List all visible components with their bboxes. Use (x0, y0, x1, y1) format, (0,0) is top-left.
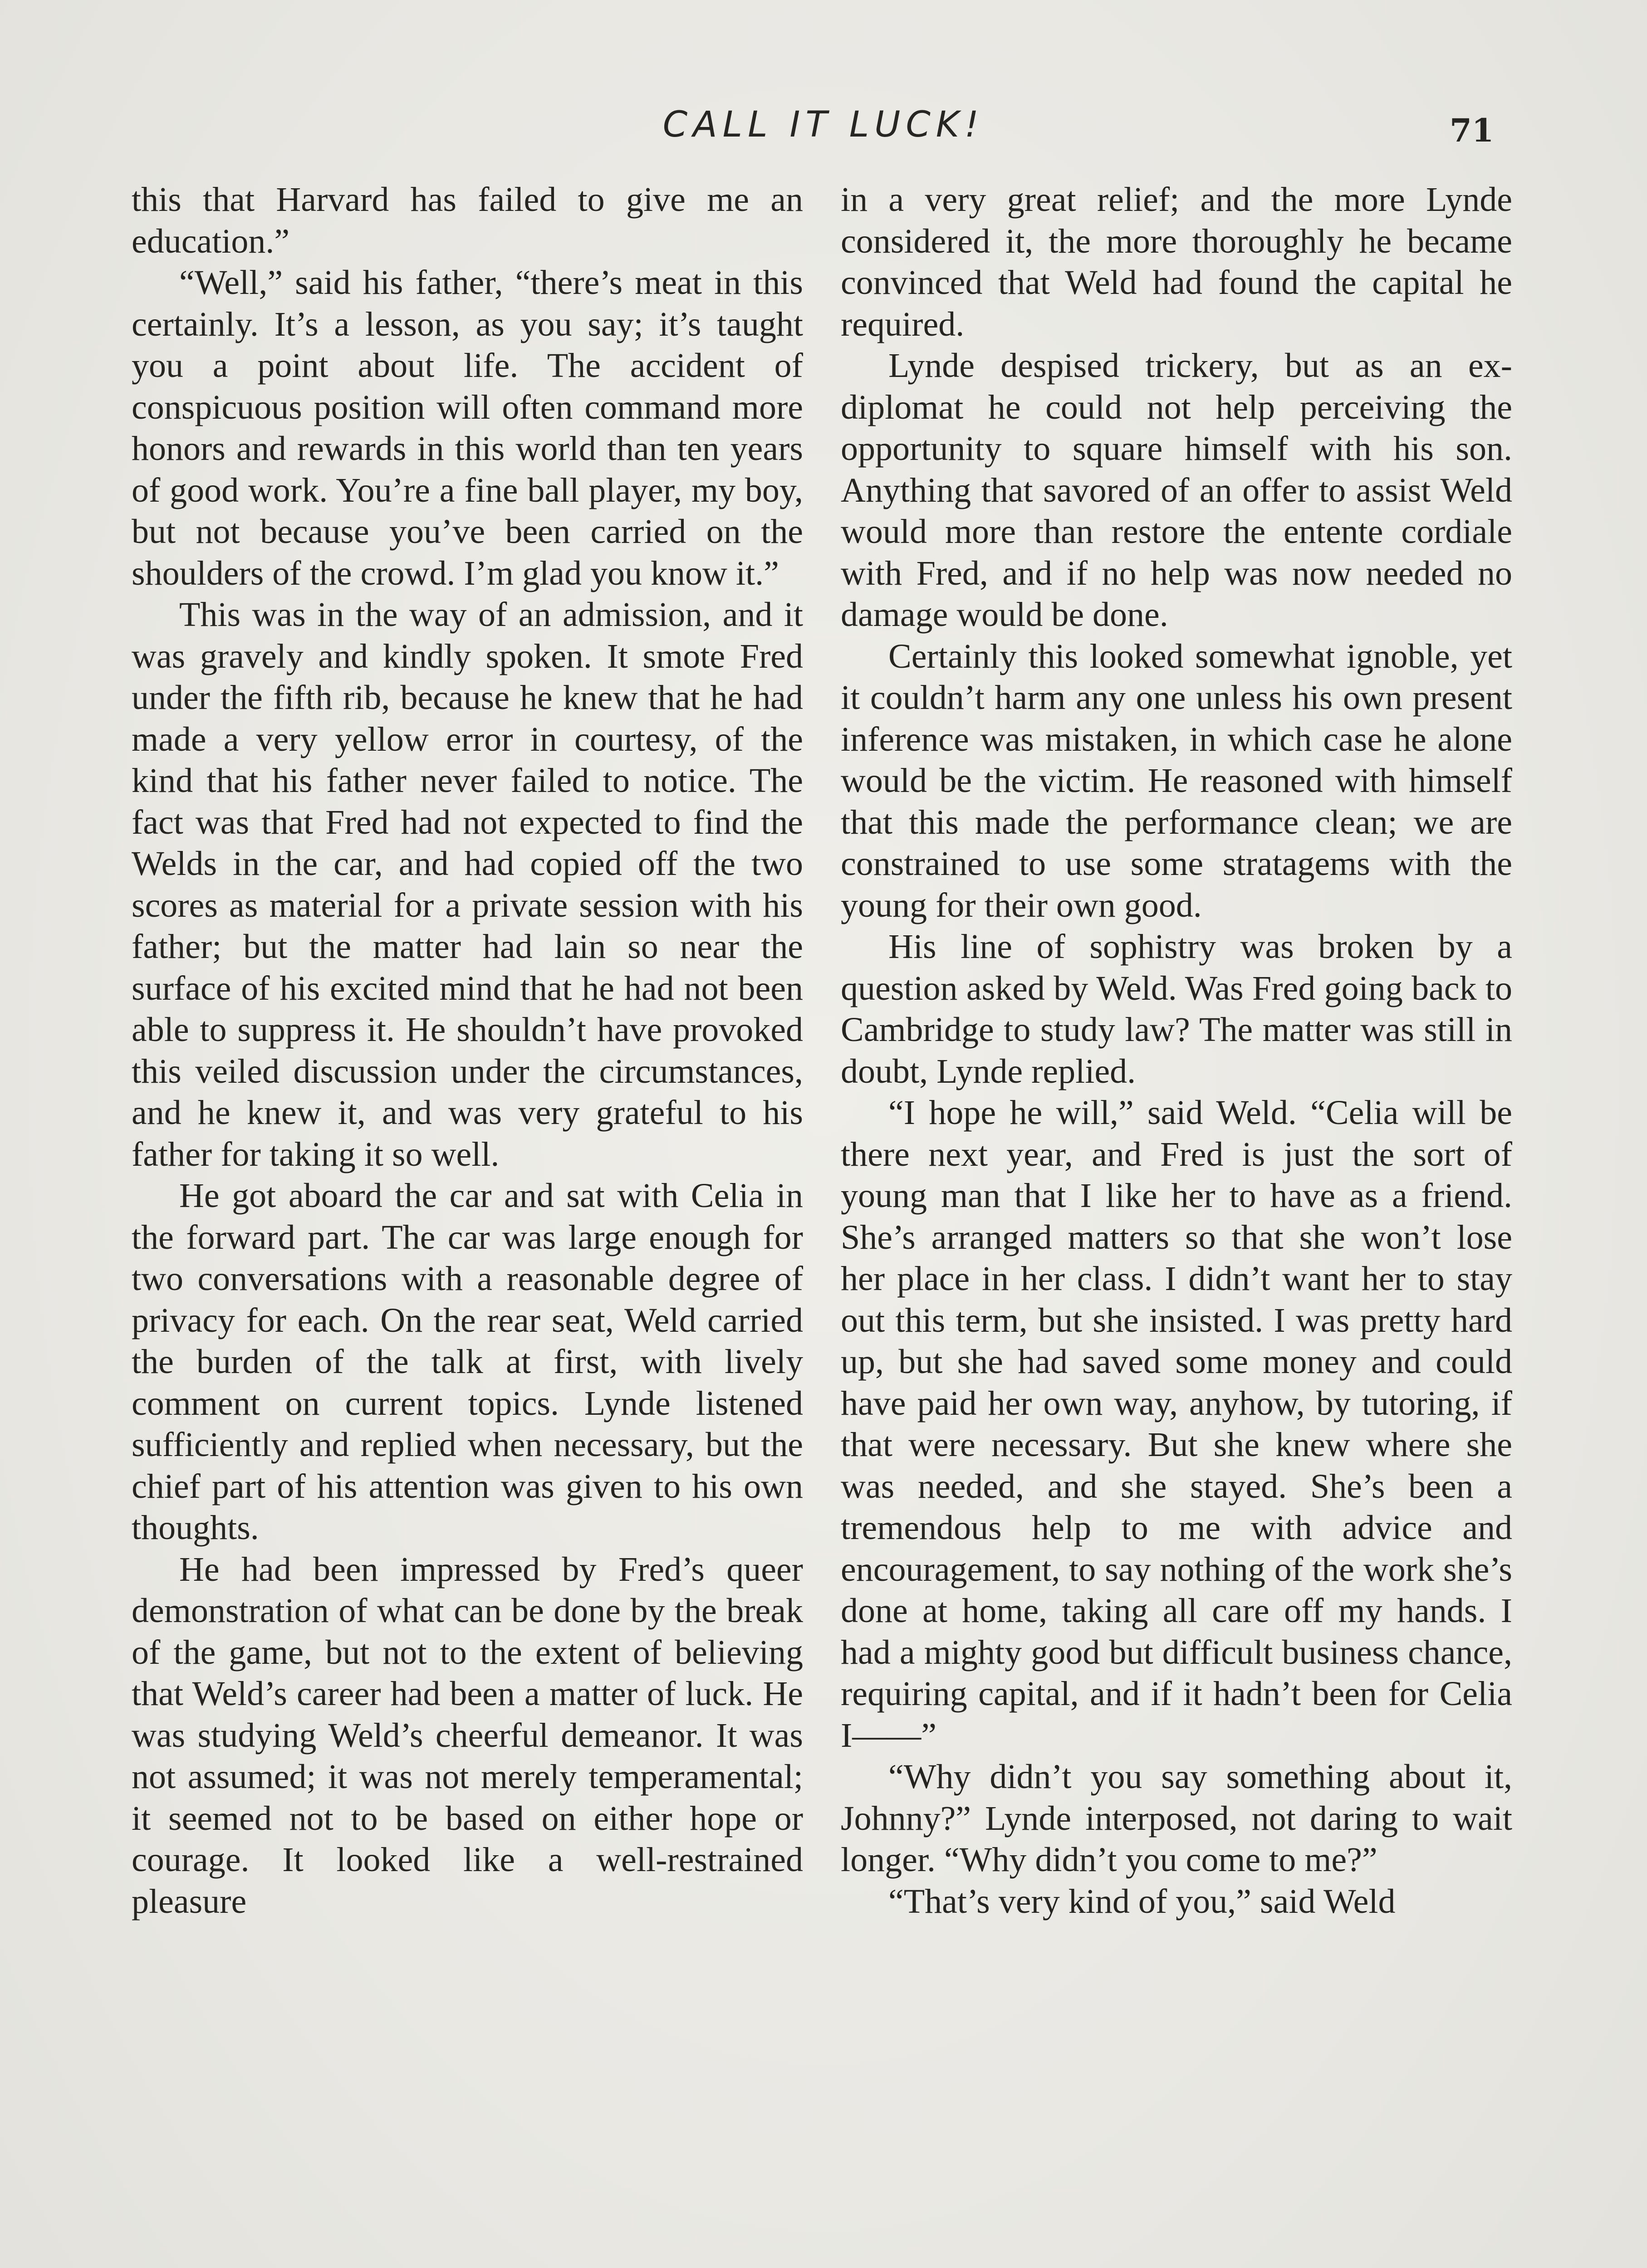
paragraph: His line of sophistry was broken by a question asked by Weld. Was Fred going back to Cambridge to study law? The matter was still in doubt, Lynde replied. (841, 928, 1512, 1090)
paragraph: this that Harvard has failed to give me an education.” (132, 181, 803, 260)
paragraph: This was in the way of an admission, and it was gravely and kindly spoken. It smote Fred under the fifth rib, because he knew that he had made a very yellow error in courtesy, of the kind that his father never failed to notice. The fact was that Fred had not expected to find the Welds in the car, and had copied off the two scores as material for a private session with his father; but the matter had lain so near the surface of his excited mind that he had not been able to suppress it. He shouldn’t have provoked this veiled discussion under the circumstances, and he knew it, and was very grateful to his father for taking it so well. (132, 596, 803, 1173)
right-text-column (841, 179, 1512, 2268)
left-text-column (132, 179, 803, 2268)
paragraph: “That’s very kind of you,” said Weld (888, 1882, 1396, 1921)
paragraph: in a very great relief; and the more Lynde considered it, the more thoroughly he became convinced that Weld had found the capital he required. (841, 181, 1512, 343)
paragraph: Certainly this looked somewhat ignoble, yet it couldn’t harm any one unless his own present inference was mistaken, in which case he alone would be the victim. He reasoned with himself that this made the performance clean; we are constrained to use some stratagems with the young for their own good. (841, 637, 1512, 924)
page-number: 71 (1450, 112, 1494, 149)
paragraph: “Well,” said his father, “there’s meat in this certainly. It’s a lesson, as you say; it’s taught you a point about life. The accident of conspicuous position will often command more honors and rewards in this world than ten years of good work. You’re a fine ball player, my boy, but not because you’ve been carried on the shoulders of the crowd. I’m glad you know it.” (132, 264, 803, 592)
paragraph: “Why didn’t you say something about it, Johnny?” Lynde interposed, not daring to wait longer. “Why didn’t you come to me?” (841, 1758, 1512, 1879)
paragraph: “I hope he will,” said Weld. “Celia will be there next year, and Fred is just the sort of young man that I like her to have as a friend. She’s arranged matters so that she won’t lose her place in her class. I didn’t want her to stay out this term, but she insisted. I was pretty hard up, but she had saved some money and could have paid her own way, anyhow, by tutoring, if that were necessary. But she knew where she was needed, and she stayed. She’s been a tremendous help to me with advice and encouragement, to say nothing of the work she’s done at home, taking all care off my hands. I had a mighty good but difficult business chance, requiring capital, and if it hadn’t been for Celia I——” (841, 1094, 1512, 1755)
paragraph: Lynde despised trickery, but as an ex-diplomat he could not help perceiving the opportunity to square himself with his son. Anything that savored of an offer to assist Weld would more than restore the entente cordiale with Fred, and if no help was now needed no damage would be done. (841, 347, 1512, 634)
paragraph: He had been impressed by Fred’s queer demonstration of what can be done by the break of the game, but not to the extent of believing that Weld’s career had been a matter of luck. He was studying Weld’s cheerful demeanor. It was not assumed; it was not merely temperamental; it seemed not to be based on either hope or courage. It looked like a well-restrained pleasure (132, 1550, 803, 1921)
paragraph: He got aboard the car and sat with Celia in the forward part. The car was large enough for two conversations with a reasonable degree of privacy for each. On the rear seat, Weld carried the burden of the talk at first, with lively comment on current topics. Lynde listened sufficiently and replied when necessary, but the chief part of his attention was given to his own thoughts. (132, 1177, 803, 1547)
running-title: CALL IT LUCK! (662, 104, 985, 145)
